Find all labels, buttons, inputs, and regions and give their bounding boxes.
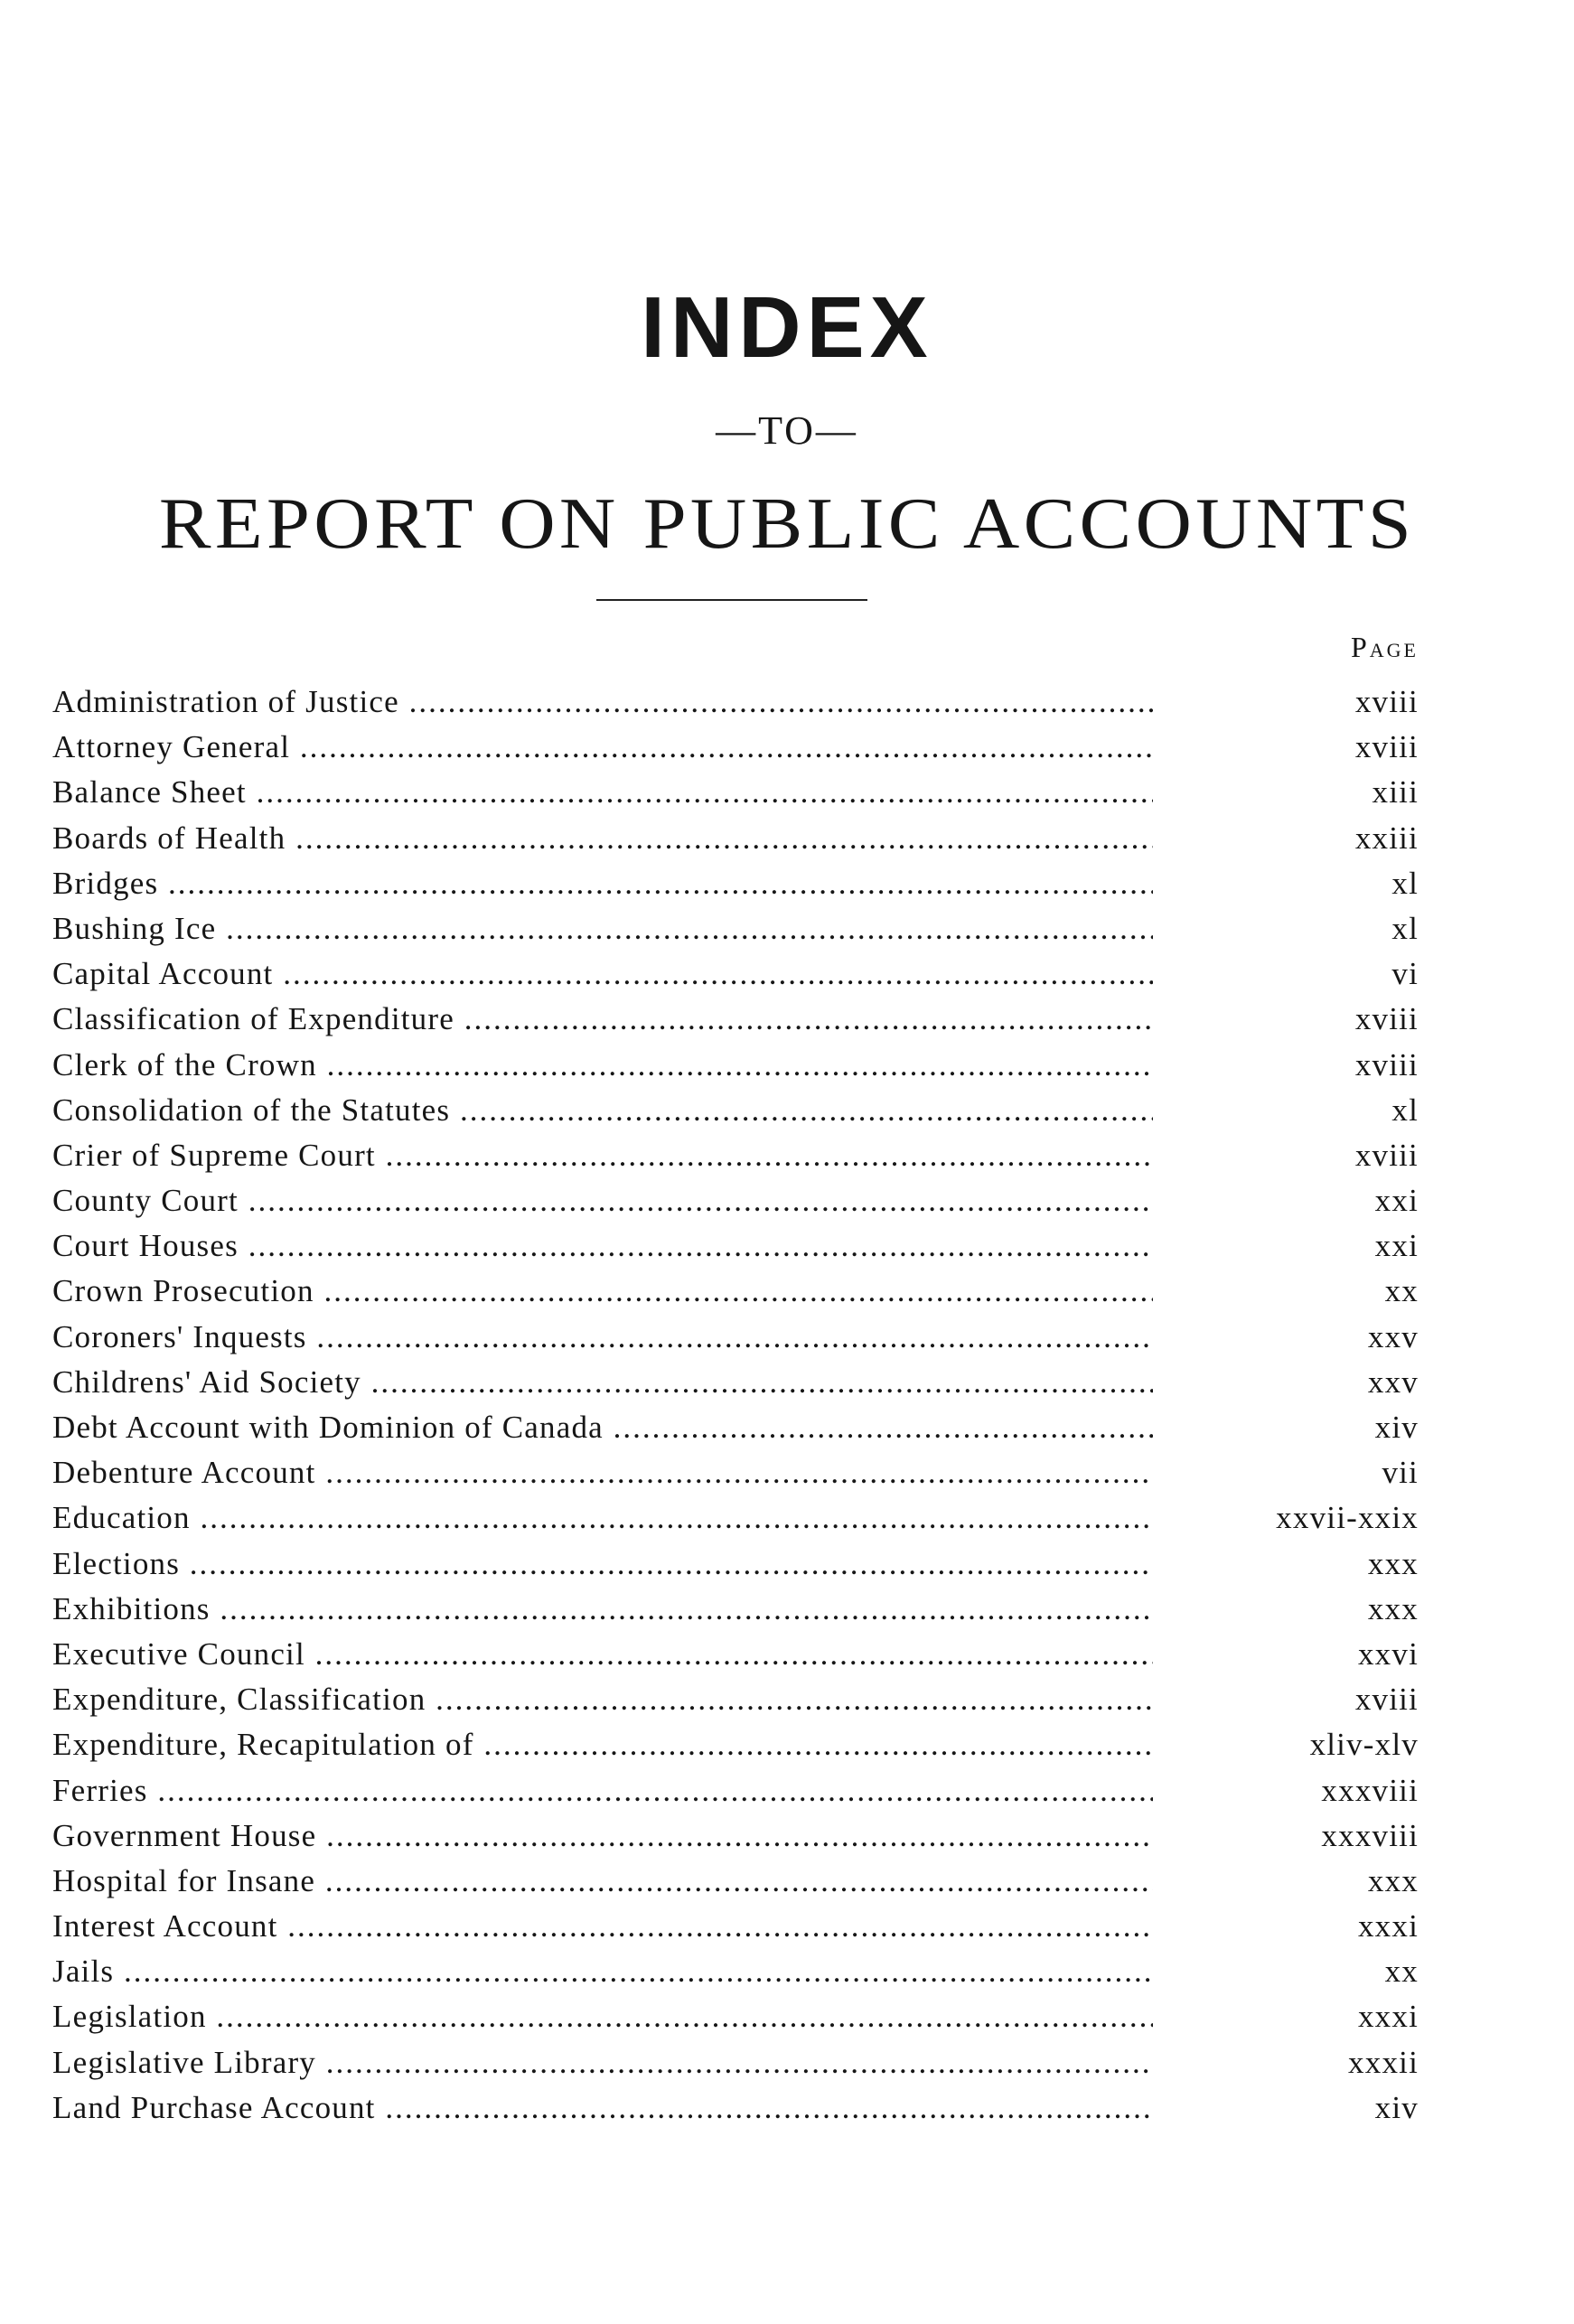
index-entry <box>52 679 1419 725</box>
index-entry <box>52 1405 1419 1450</box>
index-entry-label: Administration of Justice ..... <box>52 679 1153 725</box>
index-entry <box>52 861 1419 906</box>
index-entry <box>52 1768 1419 1813</box>
index-entry <box>52 1632 1419 1677</box>
index-entry <box>52 1677 1419 1722</box>
index-entry <box>52 1813 1419 1859</box>
index-entry-page: xl <box>1391 1092 1419 1128</box>
index-entry-label: Childrens' Aid Society ..... <box>52 1360 1153 1405</box>
index-entry <box>52 1542 1419 1587</box>
index-entry-page: xxxi <box>1357 1999 1419 2035</box>
index-entry-label: Debenture Account ..... <box>52 1450 1153 1495</box>
index-entry <box>52 1315 1419 1360</box>
index-entry <box>52 1360 1419 1405</box>
index-entry-page: xiv <box>1374 2089 1419 2125</box>
index-entry <box>52 1088 1419 1133</box>
index-entry-page: xxxviii <box>1321 1772 1419 1808</box>
index-entry-page: xxvi <box>1357 1635 1419 1672</box>
index-entry <box>52 1223 1419 1269</box>
index-entry-label: Legislative Library ..... <box>52 2040 1153 2085</box>
index-entry-page: xviii <box>1354 1137 1419 1173</box>
index-entry-page: xxx <box>1367 1590 1419 1626</box>
index-entry-page: xxiii <box>1354 820 1419 856</box>
index-entry-page: vii <box>1382 1455 1419 1491</box>
index-entry <box>52 1994 1419 2039</box>
index-entry-page: xxvii-xxix <box>1276 1500 1419 1536</box>
index-entry-page: xxx <box>1367 1545 1419 1581</box>
index-entry-label: Capital Account ..... <box>52 951 1153 997</box>
index-entry-label: Legislation ..... <box>52 1994 1153 2039</box>
index-entry-label: Crown Prosecution ..... <box>52 1269 1153 1314</box>
index-entry-page: xviii <box>1354 729 1419 765</box>
index-entry <box>52 1949 1419 1994</box>
index-entry <box>52 1178 1419 1223</box>
index-entry-page: xviii <box>1354 684 1419 719</box>
index-entry-page: vi <box>1391 956 1419 992</box>
index-entry-page: xxi <box>1374 1183 1419 1219</box>
index-entry-page: xxxii <box>1348 2044 1419 2080</box>
index-entry-page: xxv <box>1367 1318 1419 1354</box>
index-entry <box>52 725 1419 770</box>
index-entry-label: Land Purchase Account ..... <box>52 2085 1153 2131</box>
index-entry-label: Court Houses ..... <box>52 1223 1153 1269</box>
index-entry-page: xxxviii <box>1321 1817 1419 1853</box>
index-entry-label: Attorney General ..... <box>52 725 1153 770</box>
index-entry-page: xl <box>1391 865 1419 901</box>
index-entry-label: Bridges ..... <box>52 861 1153 906</box>
index-entry-page: xviii <box>1354 1046 1419 1082</box>
index-entry-label: Debt Account with Dominion of Canada ..... <box>52 1405 1153 1450</box>
index-entry-label: Elections ..... <box>52 1542 1153 1587</box>
index-entry <box>52 816 1419 861</box>
index-entry-label: Consolidation of the Statutes ..... <box>52 1088 1153 1133</box>
index-entry <box>52 770 1419 815</box>
index-entry-page: xxi <box>1374 1228 1419 1264</box>
index-entry <box>52 1269 1419 1314</box>
title-divider <box>596 599 867 601</box>
index-entry-label: Expenditure, Recapitulation of ..... <box>52 1722 1153 1767</box>
index-entry <box>52 1904 1419 1949</box>
index-entry-page: xiii <box>1372 774 1419 811</box>
index-entry-page: xliv-xlv <box>1309 1727 1419 1763</box>
index-entry-label: Ferries ..... <box>52 1768 1153 1813</box>
index-entry-page: xxx <box>1367 1862 1419 1898</box>
index-entry-page: xxv <box>1367 1363 1419 1400</box>
index-entry-label: Expenditure, Classification ..... <box>52 1677 1153 1722</box>
index-list <box>52 679 1419 2131</box>
index-entry-label: Government House ..... <box>52 1813 1153 1859</box>
index-entry <box>52 1859 1419 1904</box>
index-entry <box>52 951 1419 997</box>
index-entry <box>52 1495 1419 1541</box>
index-entry-label: Balance Sheet ..... <box>52 770 1153 815</box>
index-entry <box>52 1587 1419 1632</box>
index-entry-label: Bushing Ice ..... <box>52 906 1153 951</box>
index-entry-label: Executive Council ..... <box>52 1632 1153 1677</box>
index-entry <box>52 2040 1419 2085</box>
index-entry-page: xiv <box>1374 1410 1419 1445</box>
index-entry <box>52 997 1419 1042</box>
index-entry-page: xx <box>1384 1273 1419 1309</box>
index-entry-label: County Court ..... <box>52 1178 1153 1223</box>
index-entry <box>52 1133 1419 1178</box>
index-entry-label: Clerk of the Crown ..... <box>52 1043 1153 1088</box>
page-subtitle: REPORT ON PUBLIC ACCOUNTS <box>158 484 1416 564</box>
index-entry <box>52 1450 1419 1495</box>
index-entry <box>52 2085 1419 2131</box>
index-entry-label: Crier of Supreme Court ..... <box>52 1133 1153 1178</box>
index-entry-label: Education ..... <box>52 1495 1153 1541</box>
index-entry <box>52 906 1419 951</box>
index-entry-page: xxxi <box>1357 1908 1419 1944</box>
index-entry-label: Jails ..... <box>52 1949 1153 1994</box>
index-entry-page: xviii <box>1354 1682 1419 1718</box>
page-title: INDEX <box>641 279 933 376</box>
index-entry-label: Hospital for Insane ..... <box>52 1859 1153 1904</box>
index-entry-page: xx <box>1384 1954 1419 1990</box>
index-entry-page: xl <box>1391 910 1419 946</box>
index-entry-label: Boards of Health ..... <box>52 816 1153 861</box>
page-column-header: Page <box>1350 631 1419 663</box>
index-entry-label: Classification of Expenditure ..... <box>52 997 1153 1042</box>
index-entry-page: xviii <box>1354 1001 1419 1037</box>
index-entry-label: Coroners' Inquests ..... <box>52 1315 1153 1360</box>
index-entry <box>52 1043 1419 1088</box>
title-connector: —TO— <box>716 408 858 453</box>
index-entry-label: Interest Account ..... <box>52 1904 1153 1949</box>
index-entry <box>52 1722 1419 1767</box>
index-entry-label: Exhibitions ..... <box>52 1587 1153 1632</box>
